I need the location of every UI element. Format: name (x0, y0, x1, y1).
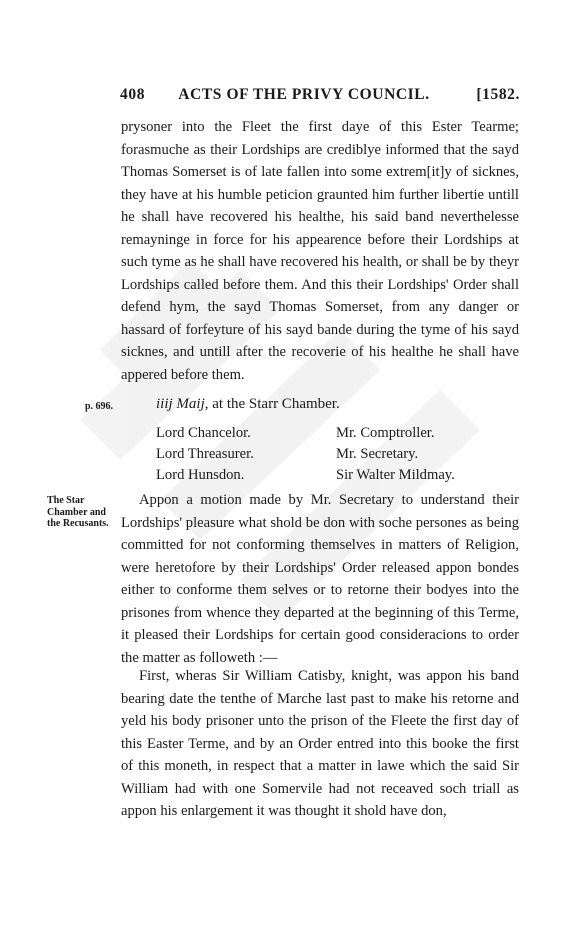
attendee: Lord Chancelor. (156, 425, 251, 441)
page-number: 408 (120, 86, 146, 103)
paragraph-somerset: prysoner into the Fleet the first daye of this Ester Tearme; forasmuche as their Lordships are crediblye informed that the sayd Thomas Somerset is of late fallen into some extrem[it]y of sicknes, they have at his humble peticion graunted him further libertie untill he shall have recovered his healthe, his said band neverthelesse remayninge in force for his appearence before their Lordships at such tyme as he shall have recovered his health, or shall be by theyr Lordships called before them. And this their Lordships' Order shall defend hym, the sayd Thomas Somerset, from any danger or hassard of forfeyture of his sayd bande during the tyme of his sayd sicknes, and untill after the recoverie of his healthe he shall have appered before them. (121, 119, 519, 383)
session-date: iiij Maij, (156, 396, 209, 412)
attendee: Mr. Comptroller. (336, 425, 435, 441)
attendee-list (156, 423, 496, 486)
marginal-note-line: Chamber and (47, 506, 106, 518)
year-marker: [1582. (476, 86, 520, 103)
attendee-row (156, 444, 496, 465)
session-heading (156, 396, 340, 413)
attendee: Lord Hunsdon. (156, 467, 245, 483)
running-title: ACTS OF THE PRIVY COUNCIL. (178, 86, 430, 103)
paragraph-recusants-motion: Appon a motion made by Mr. Secretary to understand their Lordships' pleasure what shold be don with soche persones as being committed for not conforming themselves in matters of Religion, were heretofore by their Lordships' Order released appon bondes either to conforme them selves or to retorne their bodyes into the prisones from whence they departed at the beginning of this Terme, it pleased their Lordships for certain good consideracions to order the matter as followeth :— (121, 492, 519, 666)
marginal-note-line: the Recusants. (47, 518, 109, 529)
margin-page-reference: p. 696. (85, 401, 114, 412)
attendee: Lord Threasurer. (156, 446, 254, 462)
session-place: at the Starr Chamber. (208, 396, 340, 412)
attendee: Sir Walter Mildmay. (336, 467, 455, 483)
marginal-note (47, 495, 121, 530)
attendee: Mr. Secretary. (336, 446, 419, 462)
paragraph-catisby: First, wheras Sir William Catisby, knight, was appon his band bearing date the tenthe of Marche last past to make his retorne and yeld his body prisoner unto the prison of the Fleete the first day of this Easter Terme, and by an Order entred into this booke the first of this moneth, in respect that a matter in lawe which the said Sir William had with one Somervile had not receaved soch triall as appon his enlargement it was thought it shold have don, (121, 668, 519, 819)
attendee-row (156, 465, 496, 486)
attendee-row (156, 423, 496, 444)
marginal-note-line: The Star (47, 495, 85, 506)
